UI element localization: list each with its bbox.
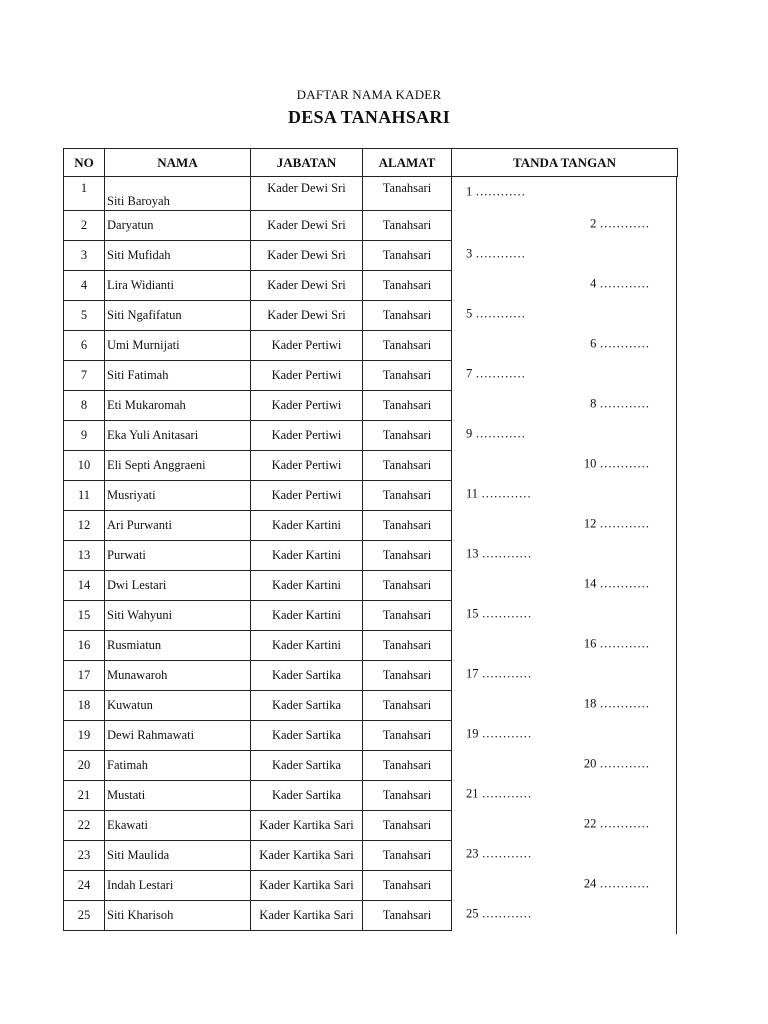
signature-line: 15 ………… [466,606,532,621]
cell-jabatan: Kader Pertiwi [251,361,363,391]
cell-jabatan: Kader Pertiwi [251,331,363,361]
cell-nama: Daryatun [105,211,251,241]
cell-alamat: Tanahsari [363,421,452,451]
cell-tanda-tangan [452,661,678,691]
cell-nama: Siti Mufidah [105,241,251,271]
column-header-nama: NAMA [105,149,251,177]
cell-tanda-tangan [452,177,678,211]
cell-alamat: Tanahsari [363,901,452,931]
cell-nama: Purwati [105,541,251,571]
cell-no: 4 [64,271,105,301]
cell-tanda-tangan [452,271,678,301]
signature-line: 2 ………… [590,216,650,231]
cell-tanda-tangan [452,691,678,721]
cell-alamat: Tanahsari [363,177,452,211]
table-row [64,361,678,391]
table-row [64,451,678,481]
cell-alamat: Tanahsari [363,781,452,811]
cell-nama: Umi Murnijati [105,331,251,361]
signature-line: 18 ………… [583,696,650,711]
cell-nama: Mustati [105,781,251,811]
table-row [64,721,678,751]
cell-nama: Siti Fatimah [105,361,251,391]
table-row [64,511,678,541]
cell-no: 10 [64,451,105,481]
cell-alamat: Tanahsari [363,361,452,391]
table-row [64,811,678,841]
cell-alamat: Tanahsari [363,511,452,541]
cell-alamat: Tanahsari [363,691,452,721]
signature-line: 3 ………… [466,246,526,261]
cell-alamat: Tanahsari [363,631,452,661]
cell-alamat: Tanahsari [363,211,452,241]
cell-tanda-tangan [452,901,678,931]
cell-nama: Lira Widianti [105,271,251,301]
cell-jabatan: Kader Kartini [251,631,363,661]
cell-no: 22 [64,811,105,841]
cell-no: 19 [64,721,105,751]
cell-tanda-tangan [452,631,678,661]
cell-jabatan: Kader Sartika [251,661,363,691]
table-row [64,661,678,691]
table-row [64,691,678,721]
cell-nama: Kuwatun [105,691,251,721]
signature-line: 1 ………… [466,184,526,199]
cell-no: 24 [64,871,105,901]
cell-alamat: Tanahsari [363,331,452,361]
column-header-jabatan: JABATAN [251,149,363,177]
cell-tanda-tangan [452,751,678,781]
table-row [64,541,678,571]
cell-nama: Eti Mukaromah [105,391,251,421]
cell-alamat: Tanahsari [363,751,452,781]
table-row [64,751,678,781]
table-row [64,871,678,901]
cell-jabatan: Kader Kartini [251,571,363,601]
table-row [64,901,678,931]
table-row [64,421,678,451]
cell-jabatan: Kader Pertiwi [251,451,363,481]
cell-jabatan: Kader Dewi Sri [251,241,363,271]
cell-no: 1 [64,177,105,211]
cell-no: 14 [64,571,105,601]
cell-tanda-tangan [452,301,678,331]
signature-line: 8 ………… [590,396,650,411]
cell-alamat: Tanahsari [363,871,452,901]
cell-no: 21 [64,781,105,811]
cell-no: 6 [64,331,105,361]
signature-line: 12 ………… [583,516,650,531]
table-row [64,571,678,601]
cell-nama: Eli Septi Anggraeni [105,451,251,481]
cell-jabatan: Kader Sartika [251,781,363,811]
signature-line: 19 ………… [466,726,532,741]
kader-table [63,148,678,931]
cell-no: 2 [64,211,105,241]
cell-no: 25 [64,901,105,931]
signature-line: 25 ………… [466,906,532,921]
cell-alamat: Tanahsari [363,541,452,571]
cell-no: 11 [64,481,105,511]
table-row [64,211,678,241]
cell-jabatan: Kader Dewi Sri [251,301,363,331]
cell-no: 13 [64,541,105,571]
cell-no: 16 [64,631,105,661]
signature-line: 5 ………… [466,306,526,321]
cell-nama: Indah Lestari [105,871,251,901]
cell-tanda-tangan [452,451,678,481]
cell-nama: Siti Baroyah [105,177,251,211]
document-subtitle: DAFTAR NAMA KADER [296,87,442,102]
cell-tanda-tangan [452,781,678,811]
table-row [64,331,678,361]
signature-line: 23 ………… [466,846,532,861]
signature-line: 14 ………… [583,576,650,591]
table-header-row [64,149,678,177]
column-header-tanda-tangan: TANDA TANGAN [452,149,678,177]
cell-tanda-tangan [452,811,678,841]
cell-jabatan: Kader Kartini [251,511,363,541]
signature-line: 17 ………… [466,666,532,681]
cell-tanda-tangan [452,721,678,751]
signature-line: 10 ………… [583,456,650,471]
cell-nama: Siti Ngafifatun [105,301,251,331]
signature-line: 24 ………… [583,876,650,891]
table-row [64,781,678,811]
cell-jabatan: Kader Dewi Sri [251,177,363,211]
cell-no: 20 [64,751,105,781]
cell-jabatan: Kader Pertiwi [251,421,363,451]
cell-jabatan: Kader Kartika Sari [251,841,363,871]
cell-jabatan: Kader Sartika [251,721,363,751]
cell-alamat: Tanahsari [363,451,452,481]
cell-tanda-tangan [452,331,678,361]
table-row [64,631,678,661]
table-row [64,177,678,211]
cell-no: 15 [64,601,105,631]
signature-line: 9 ………… [466,426,526,441]
cell-no: 8 [64,391,105,421]
cell-no: 5 [64,301,105,331]
cell-tanda-tangan [452,361,678,391]
signature-line: 20 ………… [583,756,650,771]
cell-no: 9 [64,421,105,451]
table-row [64,601,678,631]
cell-alamat: Tanahsari [363,811,452,841]
cell-nama: Fatimah [105,751,251,781]
cell-alamat: Tanahsari [363,841,452,871]
cell-tanda-tangan [452,421,678,451]
cell-jabatan: Kader Pertiwi [251,391,363,421]
signature-line: 13 ………… [466,546,532,561]
cell-tanda-tangan [452,511,678,541]
cell-no: 18 [64,691,105,721]
table-right-border [676,176,677,934]
cell-nama: Dwi Lestari [105,571,251,601]
document-title: DESA TANAHSARI [287,107,451,127]
cell-jabatan: Kader Dewi Sri [251,271,363,301]
signature-line: 21 ………… [466,786,532,801]
column-header-no: NO [64,149,105,177]
table-row [64,301,678,331]
cell-jabatan: Kader Dewi Sri [251,211,363,241]
cell-tanda-tangan [452,601,678,631]
cell-nama: Siti Maulida [105,841,251,871]
cell-jabatan: Kader Sartika [251,751,363,781]
cell-no: 23 [64,841,105,871]
cell-no: 3 [64,241,105,271]
table-row [64,241,678,271]
signature-line: 6 ………… [590,336,650,351]
cell-tanda-tangan [452,541,678,571]
cell-jabatan: Kader Kartika Sari [251,901,363,931]
cell-tanda-tangan [452,391,678,421]
cell-alamat: Tanahsari [363,241,452,271]
cell-nama: Siti Wahyuni [105,601,251,631]
signature-line: 7 ………… [466,366,526,381]
signature-line: 11 ………… [466,486,532,501]
cell-alamat: Tanahsari [363,571,452,601]
cell-no: 12 [64,511,105,541]
cell-nama: Ekawati [105,811,251,841]
cell-no: 17 [64,661,105,691]
cell-tanda-tangan [452,871,678,901]
table-row [64,841,678,871]
cell-nama: Musriyati [105,481,251,511]
cell-jabatan: Kader Kartini [251,541,363,571]
table-row [64,481,678,511]
cell-alamat: Tanahsari [363,271,452,301]
cell-no: 7 [64,361,105,391]
cell-nama: Munawaroh [105,661,251,691]
cell-alamat: Tanahsari [363,721,452,751]
table-row [64,391,678,421]
cell-alamat: Tanahsari [363,601,452,631]
signature-line: 22 ………… [583,816,650,831]
cell-alamat: Tanahsari [363,391,452,421]
cell-jabatan: Kader Kartini [251,601,363,631]
cell-alamat: Tanahsari [363,481,452,511]
cell-nama: Dewi Rahmawati [105,721,251,751]
cell-jabatan: Kader Kartika Sari [251,871,363,901]
cell-tanda-tangan [452,841,678,871]
cell-alamat: Tanahsari [363,301,452,331]
cell-nama: Siti Kharisoh [105,901,251,931]
signature-line: 4 ………… [590,276,650,291]
cell-jabatan: Kader Pertiwi [251,481,363,511]
cell-jabatan: Kader Kartika Sari [251,811,363,841]
cell-nama: Ari Purwanti [105,511,251,541]
cell-jabatan: Kader Sartika [251,691,363,721]
signature-line: 16 ………… [583,636,650,651]
cell-alamat: Tanahsari [363,661,452,691]
table-row [64,271,678,301]
cell-tanda-tangan [452,241,678,271]
cell-tanda-tangan [452,481,678,511]
cell-tanda-tangan [452,571,678,601]
table-body [64,177,678,931]
column-header-alamat: ALAMAT [363,149,452,177]
cell-tanda-tangan [452,211,678,241]
cell-nama: Rusmiatun [105,631,251,661]
cell-nama: Eka Yuli Anitasari [105,421,251,451]
